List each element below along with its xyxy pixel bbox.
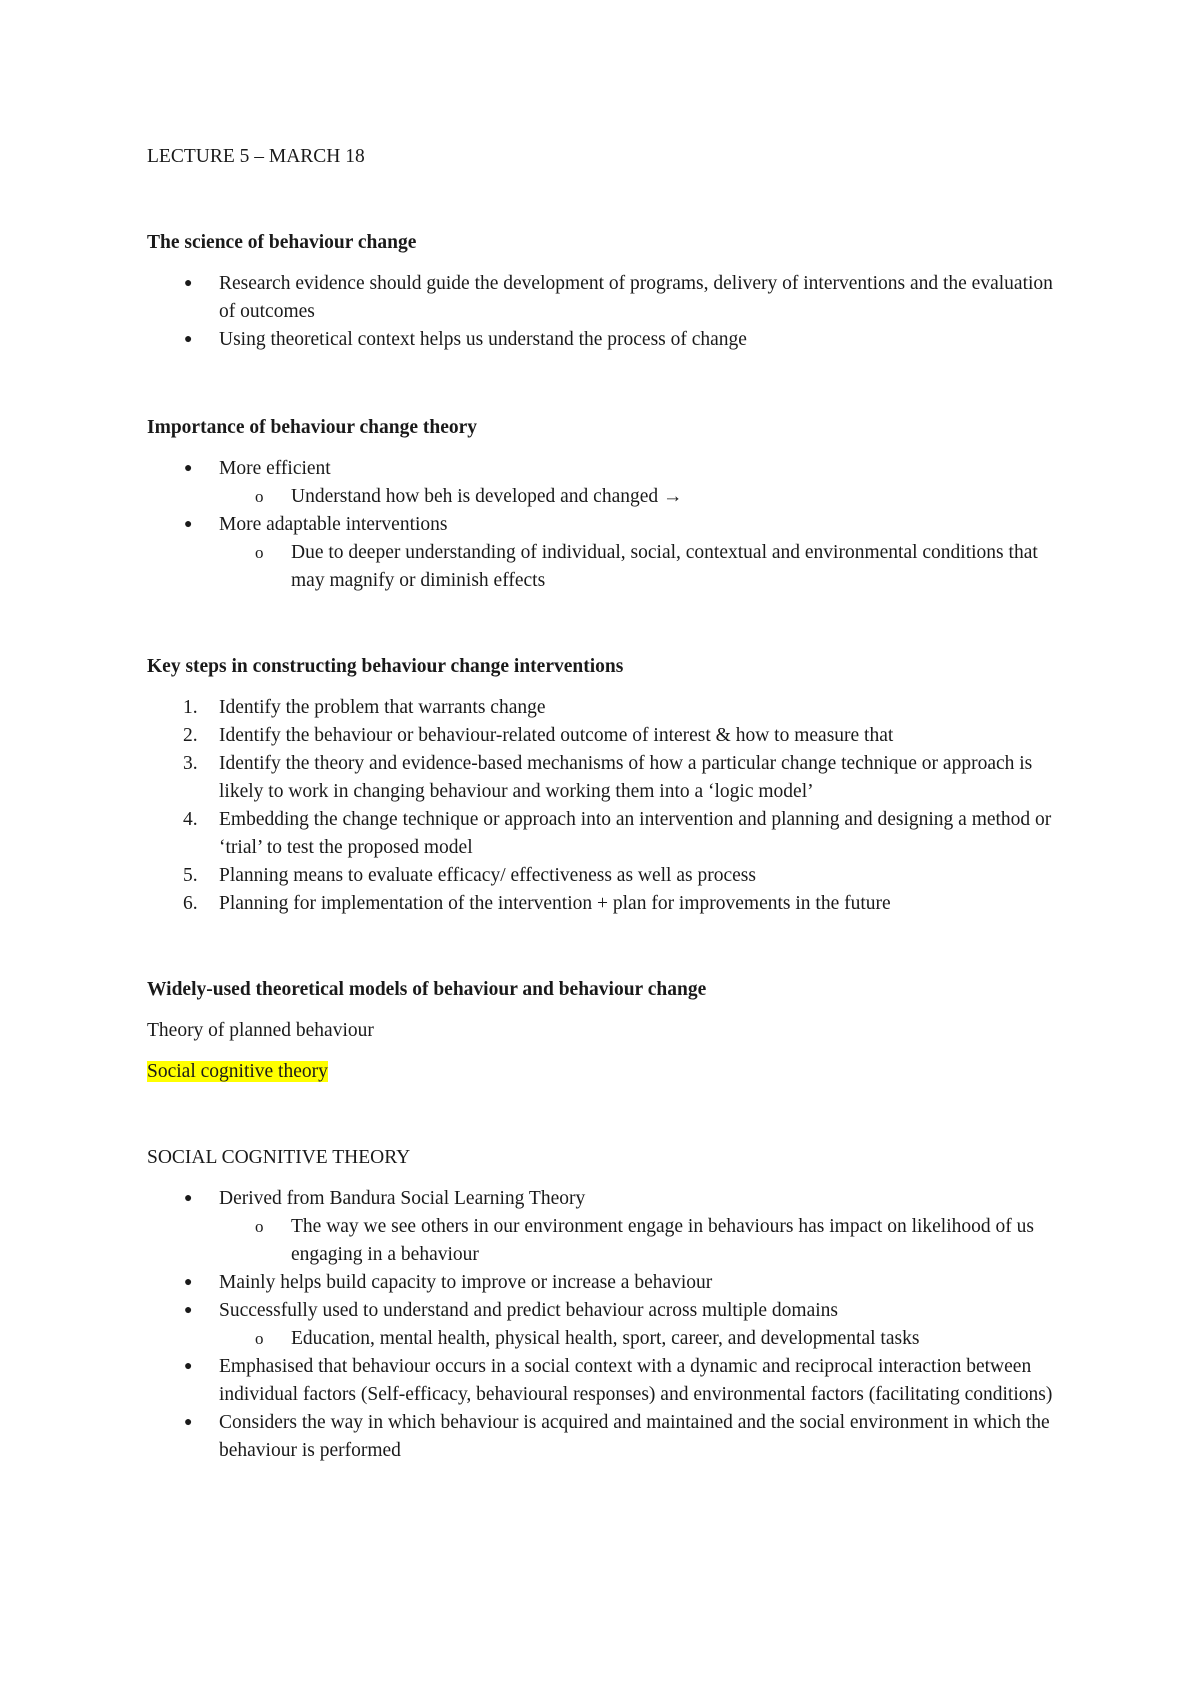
section-key-steps [147, 653, 1067, 918]
sub-list-item-text: The way we see others in our environment engage in behaviours has impact on likelihood of us engaging in a behaviour [291, 1216, 1034, 1265]
sub-list-item [219, 1325, 1067, 1353]
highlighted-model-text: Social cognitive theory [147, 1061, 328, 1082]
list-item [147, 806, 1067, 862]
sub-list [219, 1213, 1067, 1269]
bullet-icon: ● [184, 1275, 193, 1290]
list-item-text: Planning for implementation of the intervention + plan for improvements in the future [219, 893, 891, 914]
bullet-list [147, 455, 1067, 595]
list-item-text: Emphasised that behaviour occurs in a social context with a dynamic and reciprocal interaction between individual factors (Self-efficacy, behavioural responses) and environmental factors (facilitating conditions) [219, 1356, 1053, 1405]
list-item-text: Successfully used to understand and predict behaviour across multiple domains [219, 1300, 838, 1321]
sub-list-item-text: Due to deeper understanding of individual, social, contextual and environmental conditions that may magnify or diminish effects [291, 542, 1038, 591]
list-item-text: More adaptable interventions [219, 514, 448, 535]
section-heading: Key steps in constructing behaviour change interventions [147, 656, 624, 677]
lecture-title: LECTURE 5 – MARCH 18 [147, 146, 365, 167]
bullet-icon: ● [184, 461, 193, 476]
bullet-icon: ● [184, 1359, 193, 1374]
section-heading: Widely-used theoretical models of behaviour and behaviour change [147, 979, 707, 1000]
list-item [147, 694, 1067, 722]
bullet-icon: ● [184, 332, 193, 347]
bullet-list [147, 1185, 1067, 1465]
sub-list-item [219, 1213, 1067, 1269]
bullet-list [147, 270, 1067, 354]
sub-list-item [219, 483, 1067, 511]
list-item [147, 455, 1067, 511]
list-number: 4. [183, 809, 198, 830]
list-item [147, 1297, 1067, 1353]
list-item-text: Identify the theory and evidence-based mechanisms of how a particular change technique or approach is likely to work in changing behaviour and working them into a ‘logic model’ [219, 753, 1033, 802]
sub-bullet-icon: o [255, 1217, 264, 1236]
document-page [147, 143, 1067, 1465]
sub-bullet-icon: o [255, 487, 264, 506]
numbered-list [147, 694, 1067, 918]
model-text: Theory of planned behaviour [147, 1020, 374, 1041]
list-item-text: Research evidence should guide the development of programs, delivery of interventions and the evaluation of outcomes [219, 273, 1053, 322]
list-item [147, 511, 1067, 595]
sub-list [219, 539, 1067, 595]
list-item [147, 1409, 1067, 1465]
list-item-text: Planning means to evaluate efficacy/ effectiveness as well as process [219, 865, 756, 886]
bullet-icon: ● [184, 276, 193, 291]
list-item [147, 722, 1067, 750]
sub-bullet-icon: o [255, 1329, 264, 1348]
sub-list-item-text: Education, mental health, physical health, sport, career, and developmental tasks [291, 1328, 920, 1349]
list-item [147, 862, 1067, 890]
list-number: 6. [183, 893, 198, 914]
section-models [147, 976, 1067, 1086]
list-item [147, 750, 1067, 806]
sub-list-item-text: Understand how beh is developed and changed → [291, 486, 683, 507]
bullet-icon: ● [184, 1415, 193, 1430]
sub-list-item [219, 539, 1067, 595]
section-social-cognitive [147, 1144, 1067, 1465]
list-item [147, 1269, 1067, 1297]
bullet-icon: ● [184, 1191, 193, 1206]
list-item [147, 1353, 1067, 1409]
section-science [147, 229, 1067, 354]
section-importance [147, 414, 1067, 595]
list-number: 2. [183, 725, 198, 746]
list-number: 5. [183, 865, 198, 886]
sub-list [219, 1325, 1067, 1353]
list-number: 1. [183, 697, 198, 718]
section-heading: Importance of behaviour change theory [147, 417, 478, 438]
sub-bullet-icon: o [255, 543, 264, 562]
list-item-text: Identify the problem that warrants change [219, 697, 546, 718]
list-item [147, 326, 1067, 354]
sub-list [219, 483, 1067, 511]
list-item-text: Considers the way in which behaviour is acquired and maintained and the social environment in which the behaviour is performed [219, 1412, 1050, 1461]
list-item-text: Embedding the change technique or approach into an intervention and planning and designing a method or ‘trial’ to test the proposed model [219, 809, 1052, 858]
list-item [147, 890, 1067, 918]
list-item-text: Using theoretical context helps us understand the process of change [219, 329, 747, 350]
list-item-text: Identify the behaviour or behaviour-related outcome of interest & how to measure that [219, 725, 894, 746]
list-item [147, 1185, 1067, 1269]
list-item-text: Mainly helps build capacity to improve or increase a behaviour [219, 1272, 713, 1293]
list-item-text: Derived from Bandura Social Learning Theory [219, 1188, 586, 1209]
bullet-icon: ● [184, 517, 193, 532]
list-number: 3. [183, 753, 198, 774]
list-item-text: More efficient [219, 458, 331, 479]
bullet-icon: ● [184, 1303, 193, 1318]
list-item [147, 270, 1067, 326]
section-heading: The science of behaviour change [147, 232, 417, 253]
section-heading: SOCIAL COGNITIVE THEORY [147, 1147, 411, 1168]
